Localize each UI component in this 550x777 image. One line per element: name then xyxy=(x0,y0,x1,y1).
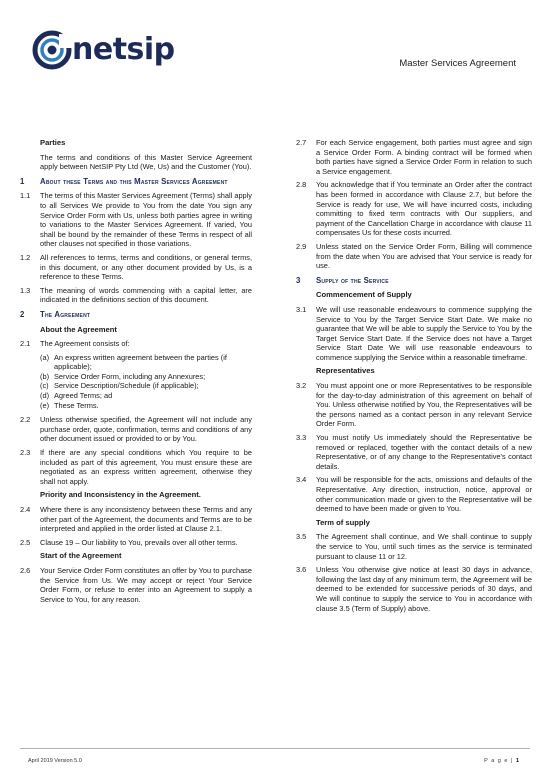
commencement-heading: Commencement of Supply xyxy=(316,290,412,300)
clause-2-4 xyxy=(20,505,252,534)
right-column xyxy=(296,138,532,617)
about-heading: About the Agreement xyxy=(40,324,117,334)
clause-text: Unless You otherwise give notice at least 30 days in advance, following the last day of any minimum term, the Agreement will be deemed to be extended for successive periods of 30 days, and We will continue to supply the service to You in accordance with clause 3.5 (Term of Supply) above. xyxy=(316,565,532,613)
footer-page: P a g e | 1 xyxy=(484,758,520,764)
clause-number: 2.6 xyxy=(20,565,31,575)
clause-text: All references to terms, terms and conditions, or general terms, in this document, or any other document provided by Us, is a reference to these Terms. xyxy=(40,252,252,282)
footer-version: April 2019 Version 5.0 xyxy=(28,758,82,764)
clause-text: Clause 19 – Our liability to You, prevails over all other terms. xyxy=(40,537,238,547)
list-text: Agreed Terms; ad xyxy=(54,391,113,401)
clause-text: If there are any special conditions which You require to be included as part of this agreement, You must ensure these are negotiated as an express written agreement, otherwise they shall not apply. xyxy=(40,448,252,486)
clause-number: 1.1 xyxy=(20,191,31,201)
clause-text: The terms of this Master Services Agreement (Terms) shall apply to all Services We provide to You from the date You sign any Service Order Form with Us, unless both parties agree in writing to variations to the Master Services Agreement. If varied, You shall be bound by the remainder of these Terms in respect of all other clauses not specified in those variations. xyxy=(40,191,252,249)
section-1-heading xyxy=(20,177,252,187)
list-item xyxy=(40,353,252,372)
agreement-components-list xyxy=(40,353,252,411)
clause-2-6 xyxy=(20,566,252,604)
clause-number: 3.3 xyxy=(296,433,307,443)
clause-1-2 xyxy=(20,253,252,282)
clause-2-8 xyxy=(296,180,532,238)
list-item xyxy=(40,391,252,401)
clause-number: 3.2 xyxy=(296,381,307,391)
clause-2-2 xyxy=(20,415,252,444)
clause-2-9 xyxy=(296,242,532,271)
list-item xyxy=(40,372,252,382)
clause-3-2 xyxy=(296,381,532,429)
list-text: These Terms. xyxy=(54,400,99,410)
clause-3-3 xyxy=(296,433,532,471)
page-header xyxy=(0,0,550,90)
clause-2-1 xyxy=(20,339,252,349)
section-title: Supply of the Service xyxy=(316,275,389,285)
clause-number: 1.2 xyxy=(20,252,31,262)
clause-number: 3.5 xyxy=(296,532,307,542)
list-item xyxy=(40,401,252,411)
clause-3-6 xyxy=(296,565,532,613)
clause-3-5 xyxy=(296,532,532,561)
document-title: Master Services Agreement xyxy=(399,58,516,69)
clause-text: Your Service Order Form constitutes an offer by You to purchase the Service from Us. We may accept or reject Your Service Order Form, or refuse to enter into an Agreement to supply a Service to You, for any reason. xyxy=(40,565,252,604)
section-3-heading xyxy=(296,276,532,286)
clause-2-3 xyxy=(20,448,252,486)
logo-text: netsip xyxy=(72,32,175,67)
section-title: About these Terms and this Master Services Agreement xyxy=(40,176,228,186)
page-number: 1 xyxy=(515,758,520,764)
representatives-heading: Representatives xyxy=(316,366,375,376)
page-label: P a g e xyxy=(484,758,509,764)
clause-number: 3.4 xyxy=(296,475,307,485)
parties-heading: Parties xyxy=(40,138,66,147)
list-text: Service Order Form, including any Annexures; xyxy=(54,371,206,381)
clause-text: The Agreement consists of: xyxy=(40,339,130,349)
term-heading: Term of supply xyxy=(316,517,370,527)
logo-swirl-icon xyxy=(32,30,72,70)
clause-number: 3.1 xyxy=(296,304,307,314)
clause-1-3 xyxy=(20,286,252,305)
clause-text: The Agreement shall continue, and We shall continue to supply the service to You, until such times as the service is terminated pursuant to clause 11 or 12. xyxy=(316,532,532,561)
list-label: (e) xyxy=(40,400,50,410)
list-label: (c) xyxy=(40,381,49,391)
clause-number: 1.3 xyxy=(20,285,31,295)
clause-number: 2.3 xyxy=(20,448,31,458)
list-item xyxy=(40,381,252,391)
priority-heading: Priority and Inconsistency in the Agreement. xyxy=(40,490,201,500)
clause-number: 2.1 xyxy=(20,339,31,349)
clause-3-1 xyxy=(296,305,532,363)
clause-number: 2.4 xyxy=(20,505,31,514)
clause-3-4 xyxy=(296,475,532,513)
left-column xyxy=(20,138,252,608)
list-text: Service Description/Schedule (if applicable); xyxy=(54,381,199,391)
clause-text: Unless stated on the Service Order Form, Billing will commence from the date when You are advised that Your service is ready for use. xyxy=(316,241,532,271)
section-number: 3 xyxy=(296,275,301,285)
section-2-heading xyxy=(20,310,252,320)
clause-number: 2.5 xyxy=(20,537,31,547)
clause-text: For each Service engagement, both parties must agree and sign a Service Order Form. A binding contract will be formed when both parties have signed a Service Order Form in relation to such a Service engagement. xyxy=(316,138,532,176)
clause-text: The meaning of words commencing with a capital letter, are indicated in the definitions section of this document. xyxy=(40,285,252,305)
clause-text: Unless otherwise specified, the Agreement will not include any purchase order, quote, confirmation, terms and conditions of any other document issued or provided to or by You. xyxy=(40,415,252,444)
list-text: An express written agreement between the parties (if applicable); xyxy=(54,352,227,372)
clause-number: 2.8 xyxy=(296,180,307,190)
section-title: The Agreement xyxy=(40,309,91,319)
clause-1-1 xyxy=(20,191,252,249)
list-label: (d) xyxy=(40,391,50,401)
clause-text: You acknowledge that if You terminate an Order after the contract has been formed in accordance with Clause 2.7, but before the Service is ready for use, We will have incurred costs, including committing to fixed term contracts with Our suppliers, and payment of the Cancellation Charge in accordance with clause 11 compensates Us for these costs incurred. xyxy=(316,180,532,238)
clause-number: 3.6 xyxy=(296,565,307,575)
parties-text: The terms and conditions of this Master Service Agreement apply between NetSIP Pty Ltd (We, Us) and the Customer (You). xyxy=(40,152,252,172)
section-number: 1 xyxy=(20,176,25,186)
clause-text: We will use reasonable endeavours to commence supplying the Service to You by the Target Service Start Date. We make no guarantee that We will be able to supply the Service to You by the Target Service Start Date. If the Service does not have a Target Service Start Date We will use reasonable endeavours to commence supplying the Service within a reasonable timeframe. xyxy=(316,304,532,362)
footer-divider xyxy=(20,748,530,749)
clause-text: You will be responsible for the acts, omissions and defaults of the Representative. Any direction, instruction, notice, approval or other communication made or given to the Representative will be deemed to have been made or given to You. xyxy=(316,475,532,514)
netsip-logo xyxy=(32,30,184,74)
clause-2-7 xyxy=(296,138,532,176)
clause-number: 2.7 xyxy=(296,138,307,147)
clause-number: 2.2 xyxy=(20,415,31,425)
clause-text: Where there is any inconsistency between these Terms and any other part of the Agreement, the documents and Terms are to be interpreted and applied in the order listed at Clause 2.1. xyxy=(40,505,252,534)
clause-number: 2.9 xyxy=(296,241,307,251)
list-label: (b) xyxy=(40,371,50,381)
clause-2-5 xyxy=(20,538,252,548)
clause-text: You must notify Us immediately should the Representative be removed or replaced, together with the contact details of a new Representative, or of any change to the Representative's contact details. xyxy=(316,433,532,471)
section-number: 2 xyxy=(20,309,25,319)
clause-text: You must appoint one or more Representatives to be responsible for the day-to-day administration of this agreement on behalf of You. Unless otherwise notified by You, the Representatives will be the persons named as a contact person in any relevant Service Order Form. xyxy=(316,381,532,429)
list-label: (a) xyxy=(40,352,50,362)
start-heading: Start of the Agreement xyxy=(40,551,122,561)
